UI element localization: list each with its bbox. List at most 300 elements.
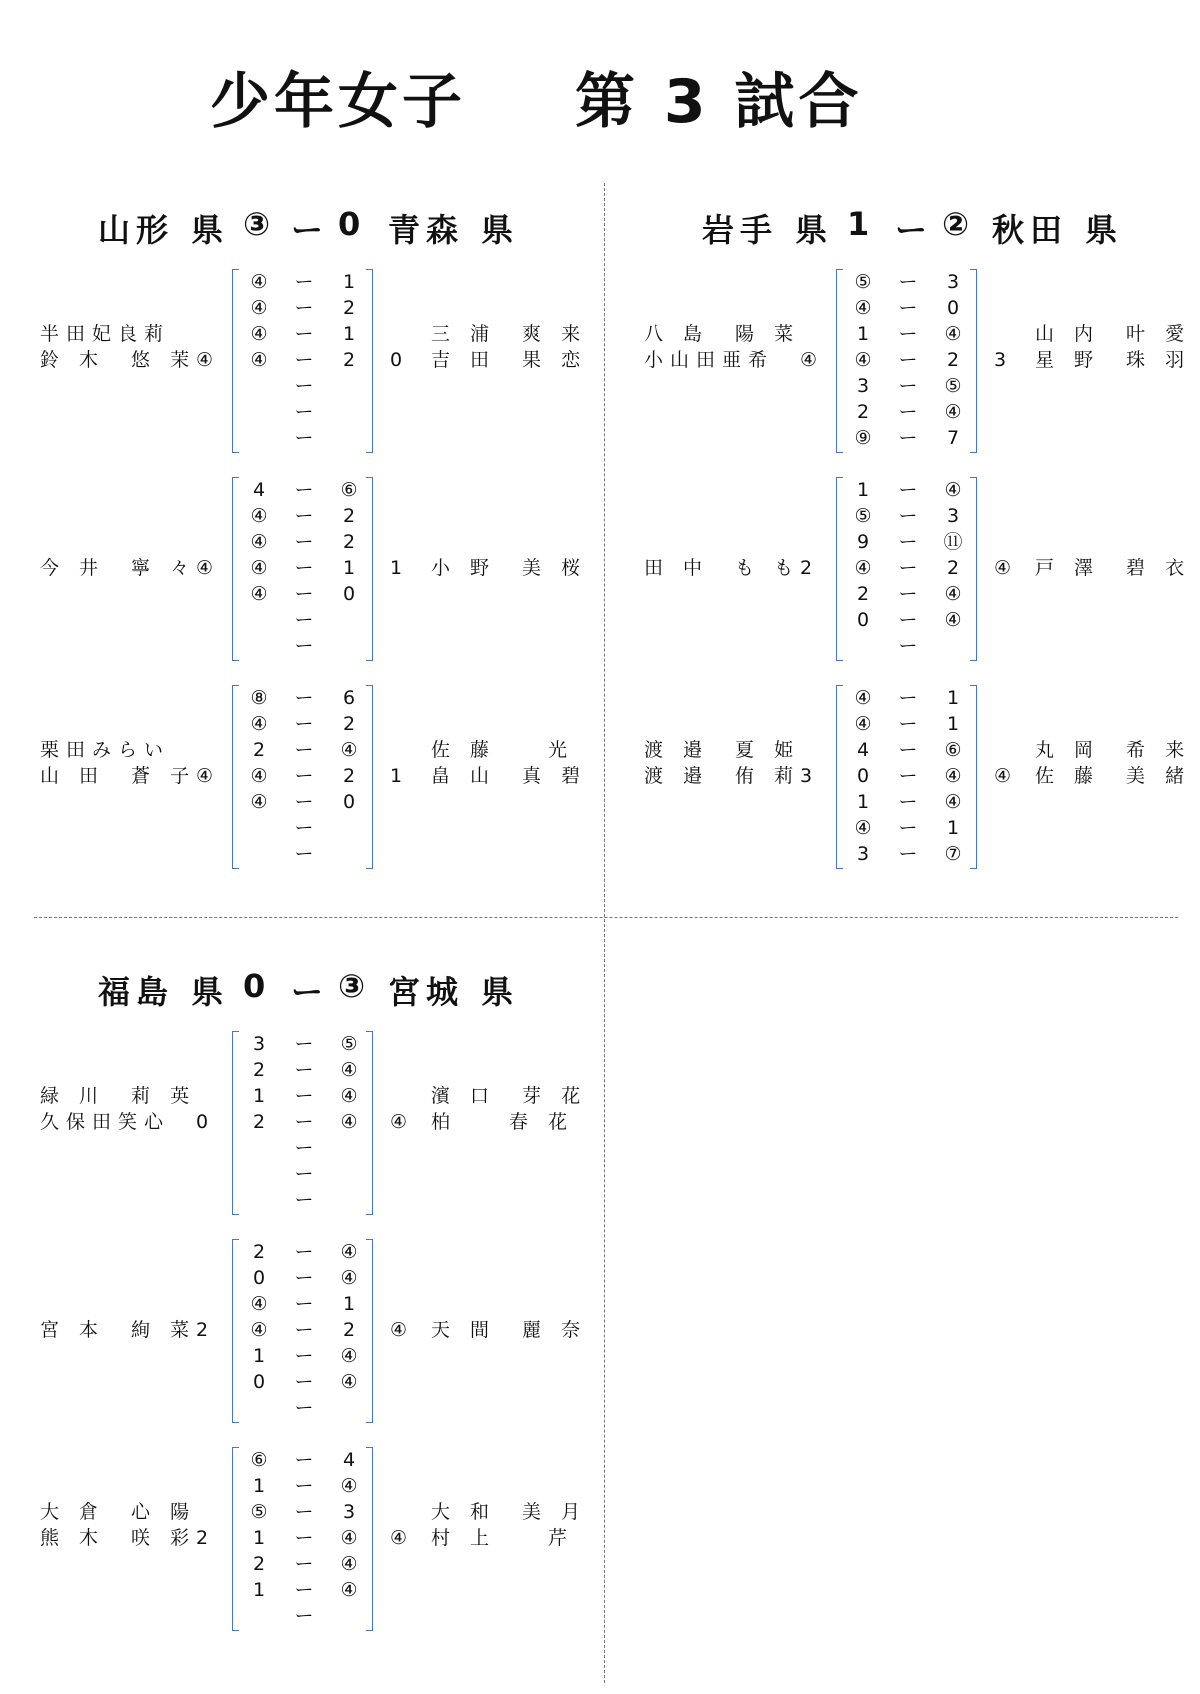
score-right: ② (942, 205, 976, 243)
game-score-row (244, 295, 354, 321)
game-dash: ー (898, 401, 918, 423)
left-player-name: 栗田みらい (40, 739, 171, 761)
game-right-points: ④ (340, 1241, 358, 1263)
game-right-points: 3 (342, 1501, 356, 1523)
game-right-points: ⑤ (340, 1033, 358, 1055)
game-score-row (244, 763, 354, 789)
game-score-row (848, 841, 962, 867)
right-bout-result: 3 (994, 349, 1014, 371)
right-player-name: 吉 田 果 恋 (431, 349, 588, 371)
score-right: ③ (338, 967, 372, 1005)
game-left-points: 2 (856, 401, 870, 423)
game-score-row (244, 399, 354, 425)
game-left-points: ④ (250, 765, 268, 787)
game-left-points: 2 (252, 1553, 266, 1575)
game-score-row (848, 737, 962, 763)
game-score-row (848, 763, 962, 789)
game-score-row (244, 555, 354, 581)
game-dash: ー (898, 843, 918, 865)
game-score-row (244, 815, 354, 841)
game-right-points: ④ (944, 479, 962, 501)
game-dash: ー (294, 739, 314, 761)
game-left-points: ④ (854, 687, 872, 709)
game-dash: ー (294, 765, 314, 787)
game-left-points: 9 (856, 531, 870, 553)
game-score-row (244, 1499, 354, 1525)
game-right-points: 2 (946, 349, 960, 371)
bout (640, 477, 1200, 661)
right-player-name: 佐 藤 美 緒 (1035, 765, 1192, 787)
game-right-points: ④ (944, 609, 962, 631)
game-right-points: 2 (946, 557, 960, 579)
game-score-row (244, 1187, 354, 1213)
game-score-row (244, 1473, 358, 1499)
right-player-name: 大 和 美 月 (431, 1501, 588, 1523)
game-right-points: ⑥ (944, 739, 962, 761)
game-dash: ー (294, 635, 314, 657)
right-bout-result: ④ (390, 1111, 415, 1133)
bracket-left (232, 269, 239, 453)
game-dash: ー (898, 635, 918, 657)
game-dash: ー (294, 1553, 314, 1575)
game-score-row (244, 503, 354, 529)
game-dash: ー (294, 505, 314, 527)
game-dash: ー (898, 427, 918, 449)
match-title (98, 205, 538, 249)
right-player-name: 柏 春 花 (431, 1111, 575, 1133)
left-bout-result: 3 (800, 765, 820, 787)
game-right-points: ④ (944, 323, 962, 345)
game-right-points: 2 (342, 1319, 356, 1341)
game-left-points: ④ (854, 297, 872, 319)
game-left-points: ④ (250, 583, 268, 605)
game-right-points: 1 (342, 271, 356, 293)
left-bout-result: 0 (196, 1111, 216, 1133)
left-player-name: 小山田亜希 (644, 349, 775, 371)
bout (640, 685, 1200, 869)
left-player-name: 熊 木 咲 彩 (40, 1527, 197, 1549)
game-score-row (848, 295, 958, 321)
game-score-row (244, 529, 354, 555)
right-bout-result: 0 (390, 349, 410, 371)
game-score-row (848, 373, 962, 399)
game-right-points: ④ (944, 791, 962, 813)
game-score-row (244, 477, 358, 503)
game-dash: ー (294, 479, 314, 501)
game-dash: ー (898, 349, 918, 371)
game-dash: ー (294, 1579, 314, 1601)
game-score-row (244, 269, 354, 295)
game-score-row (244, 1525, 358, 1551)
game-dash: ー (294, 1605, 314, 1627)
game-dash: ー (294, 817, 314, 839)
left-player-name: 八 島 陽 菜 (644, 323, 801, 345)
game-right-points: 2 (342, 505, 356, 527)
game-dash: ー (898, 765, 918, 787)
game-left-points: ④ (250, 531, 268, 553)
game-left-points: 1 (252, 1527, 266, 1549)
game-left-points: 1 (856, 323, 870, 345)
game-right-points: 1 (342, 1293, 356, 1315)
game-score-row (244, 1161, 354, 1187)
game-dash: ー (294, 1527, 314, 1549)
game-score-row (848, 685, 958, 711)
right-player-name: 小 野 美 桜 (431, 557, 588, 579)
game-left-points: 2 (856, 583, 870, 605)
bracket-right (970, 269, 977, 453)
score-left: ③ (243, 205, 277, 243)
game-dash: ー (898, 375, 918, 397)
game-right-points: 3 (946, 271, 960, 293)
game-score-row (244, 1135, 354, 1161)
game-left-points: 0 (856, 765, 870, 787)
game-right-points: ④ (340, 739, 358, 761)
game-score-row (244, 1395, 354, 1421)
bout (36, 477, 596, 661)
bout (36, 1239, 596, 1423)
left-player-name: 半田妃良莉 (40, 323, 171, 345)
title-event: 少年女子 (210, 67, 466, 137)
game-left-points: ⑧ (250, 687, 268, 709)
game-dash: ー (898, 687, 918, 709)
game-dash: ー (294, 375, 314, 397)
game-score-row (848, 347, 958, 373)
game-score-row (244, 321, 354, 347)
game-dash: ー (294, 1267, 314, 1289)
game-dash: ー (898, 505, 918, 527)
game-right-points: 2 (342, 713, 356, 735)
game-right-points: ④ (944, 401, 962, 423)
game-dash: ー (294, 1085, 314, 1107)
game-left-points: ④ (250, 271, 268, 293)
game-right-points: ④ (944, 583, 962, 605)
game-left-points: ④ (854, 817, 872, 839)
game-dash: ー (898, 817, 918, 839)
game-left-points: 1 (856, 479, 870, 501)
game-left-points: 3 (856, 843, 870, 865)
game-dash: ー (294, 1189, 314, 1211)
game-right-points: ④ (340, 1085, 358, 1107)
match-panel (640, 205, 1200, 905)
right-player-name: 村 上 芹 (431, 1527, 575, 1549)
game-dash: ー (294, 1501, 314, 1523)
game-dash: ー (294, 1319, 314, 1341)
game-score-row (244, 1109, 358, 1135)
game-score-row (848, 555, 958, 581)
game-left-points: ④ (250, 323, 268, 345)
game-dash: ー (294, 687, 314, 709)
game-left-points: 1 (252, 1475, 266, 1497)
bracket-right (366, 1447, 373, 1631)
game-score-row (244, 1603, 354, 1629)
game-left-points: 2 (252, 1111, 266, 1133)
bracket-left (232, 477, 239, 661)
game-dash: ー (294, 583, 314, 605)
team-left: 山形 県 (98, 211, 230, 249)
game-score-row (244, 1551, 358, 1577)
game-left-points: 1 (252, 1085, 266, 1107)
bout (36, 269, 596, 453)
game-right-points: 7 (946, 427, 960, 449)
game-right-points: 1 (342, 557, 356, 579)
left-player-name: 今 井 寧 々 (40, 557, 197, 579)
game-score-row (244, 1265, 358, 1291)
game-left-points: ④ (250, 791, 268, 813)
game-score-row (848, 503, 958, 529)
game-score-row (244, 841, 354, 867)
team-right: 秋田 県 (992, 211, 1124, 249)
game-right-points: ④ (340, 1371, 358, 1393)
match-panel (36, 205, 596, 905)
game-score-row (848, 789, 962, 815)
left-player-name: 渡 邉 夏 姫 (644, 739, 801, 761)
game-left-points: 2 (252, 1241, 266, 1263)
game-dash: ー (294, 297, 314, 319)
game-dash: ー (294, 1111, 314, 1133)
game-score-row (244, 607, 354, 633)
score-dash: ー (895, 211, 934, 249)
game-right-points: ④ (340, 1553, 358, 1575)
left-player-name: 宮 本 絢 菜 (40, 1319, 197, 1341)
game-right-points: 2 (342, 531, 356, 553)
match-panel (36, 967, 596, 1667)
game-left-points: 1 (252, 1579, 266, 1601)
game-score-row (244, 789, 354, 815)
game-dash: ー (294, 1137, 314, 1159)
game-dash: ー (294, 1163, 314, 1185)
bracket-right (366, 685, 373, 869)
vertical-divider (604, 183, 605, 1683)
game-score-row (244, 1317, 354, 1343)
left-player-name: 鈴 木 悠 茉 (40, 349, 197, 371)
game-dash: ー (294, 713, 314, 735)
game-dash: ー (294, 843, 314, 865)
left-bout-result: ④ (196, 765, 221, 787)
game-right-points: ④ (340, 1345, 358, 1367)
game-left-points: 2 (252, 739, 266, 761)
game-dash: ー (294, 1059, 314, 1081)
game-left-points: ⑥ (250, 1449, 268, 1471)
game-dash: ー (294, 427, 314, 449)
game-left-points: 0 (252, 1371, 266, 1393)
game-score-row (848, 581, 962, 607)
game-score-row (244, 1577, 358, 1603)
left-bout-result: ④ (196, 557, 221, 579)
game-dash: ー (294, 1371, 314, 1393)
game-score-row (848, 815, 958, 841)
game-score-row (244, 633, 354, 659)
game-dash: ー (294, 1033, 314, 1055)
game-dash: ー (898, 583, 918, 605)
game-right-points: ④ (340, 1059, 358, 1081)
game-score-row (244, 373, 354, 399)
game-left-points: 0 (856, 609, 870, 631)
game-dash: ー (294, 1449, 314, 1471)
match-title (98, 967, 538, 1011)
left-player-name: 渡 邉 侑 莉 (644, 765, 801, 787)
game-dash: ー (898, 323, 918, 345)
right-bout-result: ④ (994, 765, 1019, 787)
game-score-row (848, 529, 963, 555)
game-right-points: 1 (342, 323, 356, 345)
game-score-row (848, 321, 962, 347)
title-match-number: 第 3 試合 (575, 67, 863, 137)
game-dash: ー (294, 1397, 314, 1419)
game-left-points: ④ (250, 557, 268, 579)
game-dash: ー (898, 271, 918, 293)
game-dash: ー (898, 297, 918, 319)
bracket-left (232, 1239, 239, 1423)
bracket-left (232, 1447, 239, 1631)
game-score-row (848, 399, 962, 425)
bracket-left (836, 269, 843, 453)
bracket-right (970, 685, 977, 869)
game-right-points: ④ (340, 1267, 358, 1289)
right-bout-result: ④ (390, 1319, 415, 1341)
game-left-points: ④ (250, 1319, 268, 1341)
game-dash: ー (294, 323, 314, 345)
game-left-points: 3 (856, 375, 870, 397)
game-score-row (244, 1447, 354, 1473)
right-player-name: 戸 澤 碧 衣 (1035, 557, 1192, 579)
game-dash: ー (294, 1241, 314, 1263)
game-left-points: ④ (250, 297, 268, 319)
right-player-name: 丸 岡 希 来 (1035, 739, 1192, 761)
game-left-points: ⑤ (854, 271, 872, 293)
left-bout-result: ④ (196, 349, 221, 371)
left-player-name: 田 中 も も (644, 557, 801, 579)
right-bout-result: ④ (994, 557, 1019, 579)
right-player-name: 畠 山 真 碧 (431, 765, 588, 787)
game-score-row (848, 477, 962, 503)
bout (640, 269, 1200, 453)
game-left-points: 4 (252, 479, 266, 501)
game-score-row (848, 633, 958, 659)
bracket-right (970, 477, 977, 661)
left-bout-result: 2 (196, 1527, 216, 1549)
game-score-row (244, 1291, 354, 1317)
bracket-left (232, 685, 239, 869)
game-right-points: ⑦ (944, 843, 962, 865)
score-right: 0 (338, 205, 367, 243)
game-right-points: 3 (946, 505, 960, 527)
team-right: 宮城 県 (388, 973, 520, 1011)
game-right-points: 2 (342, 349, 356, 371)
game-score-row (244, 347, 354, 373)
game-right-points: 0 (342, 583, 356, 605)
game-right-points: ⑪ (943, 531, 963, 553)
score-left: 1 (847, 205, 876, 243)
game-score-row (244, 1343, 358, 1369)
game-dash: ー (898, 739, 918, 761)
game-dash: ー (294, 1345, 314, 1367)
game-right-points: 0 (342, 791, 356, 813)
right-player-name: 濱 口 芽 花 (431, 1085, 588, 1107)
game-right-points: ④ (340, 1475, 358, 1497)
game-right-points: 6 (342, 687, 356, 709)
game-dash: ー (898, 791, 918, 813)
game-score-row (244, 581, 354, 607)
match-title (702, 205, 1142, 249)
game-score-row (244, 425, 354, 451)
left-bout-result: ④ (800, 349, 825, 371)
game-left-points: ④ (250, 1293, 268, 1315)
game-dash: ー (294, 609, 314, 631)
bracket-right (366, 477, 373, 661)
game-left-points: ⑨ (854, 427, 872, 449)
bracket-right (366, 269, 373, 453)
game-left-points: ④ (854, 713, 872, 735)
score-dash: ー (291, 211, 330, 249)
right-bout-result: 1 (390, 557, 410, 579)
game-left-points: ⑤ (854, 505, 872, 527)
game-score-row (848, 269, 958, 295)
game-score-row (848, 607, 962, 633)
game-right-points: 1 (946, 817, 960, 839)
team-left: 岩手 県 (702, 211, 834, 249)
game-right-points: ④ (944, 765, 962, 787)
left-player-name: 山 田 蒼 子 (40, 765, 197, 787)
score-dash: ー (291, 973, 330, 1011)
game-right-points: 0 (946, 297, 960, 319)
game-score-row (244, 711, 354, 737)
right-player-name: 天 間 麗 奈 (431, 1319, 588, 1341)
game-dash: ー (898, 713, 918, 735)
game-dash: ー (294, 401, 314, 423)
game-left-points: 1 (252, 1345, 266, 1367)
bout (36, 1447, 596, 1631)
game-right-points: 2 (342, 297, 356, 319)
bracket-right (366, 1031, 373, 1215)
game-dash: ー (898, 557, 918, 579)
right-player-name: 三 浦 爽 来 (431, 323, 588, 345)
bracket-left (836, 685, 843, 869)
game-right-points: ⑥ (340, 479, 358, 501)
game-dash: ー (898, 479, 918, 501)
game-left-points: ④ (250, 505, 268, 527)
game-dash: ー (294, 349, 314, 371)
game-dash: ー (294, 271, 314, 293)
game-score-row (244, 1083, 358, 1109)
game-score-row (244, 1031, 358, 1057)
bout (36, 685, 596, 869)
bracket-left (836, 477, 843, 661)
bracket-right (366, 1239, 373, 1423)
game-right-points: ④ (340, 1111, 358, 1133)
game-left-points: ⑤ (250, 1501, 268, 1523)
right-player-name: 星 野 珠 羽 (1035, 349, 1192, 371)
game-dash: ー (294, 557, 314, 579)
game-right-points: 1 (946, 713, 960, 735)
bracket-left (232, 1031, 239, 1215)
game-dash: ー (898, 609, 918, 631)
game-left-points: ④ (854, 349, 872, 371)
game-score-row (244, 1369, 358, 1395)
right-player-name: 山 内 叶 愛 (1035, 323, 1192, 345)
game-left-points: 1 (856, 791, 870, 813)
game-left-points: 2 (252, 1059, 266, 1081)
right-bout-result: ④ (390, 1527, 415, 1549)
game-dash: ー (898, 531, 918, 553)
game-right-points: ④ (340, 1579, 358, 1601)
team-left: 福島 県 (98, 973, 230, 1011)
horizontal-divider (34, 917, 1178, 918)
game-left-points: ④ (250, 349, 268, 371)
game-score-row (244, 1239, 358, 1265)
left-player-name: 緑 川 莉 英 (40, 1085, 197, 1107)
left-player-name: 久保田笑心 (40, 1111, 171, 1133)
game-right-points: ⑤ (944, 375, 962, 397)
